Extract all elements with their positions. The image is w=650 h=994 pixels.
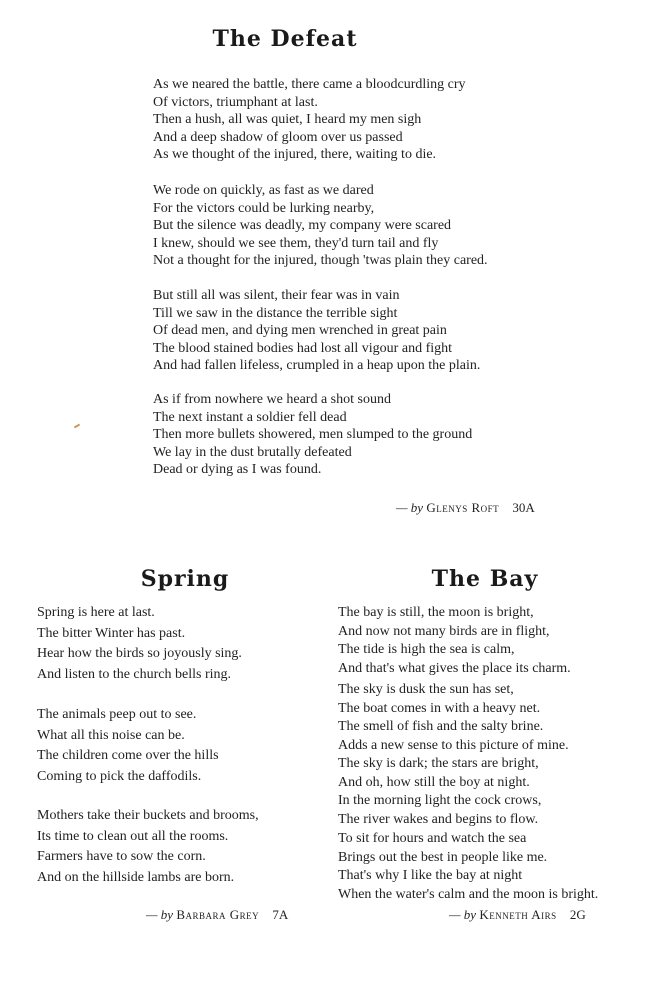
defeat-byline [396,500,535,516]
poem-line: The sky is dark; the stars are bright, [338,756,539,771]
poem-line: Of victors, triumphant at last. [153,94,318,110]
poem-line: The blood stained bodies had lost all vigour and fight [153,340,453,356]
poem-line: For the victors could be lurking nearby, [153,200,375,216]
poem-line: Of dead men, and dying men wrenched in great pain [153,323,447,339]
byline-class: 2G [569,907,586,922]
poem-line: As we thought of the injured, there, waiting to die. [153,147,437,163]
byline-author: Barbara Grey [176,907,260,922]
defeat-stanza-3 [153,287,480,375]
poem-line: The sky is dusk the sun has set, [338,682,514,697]
poem-line: I knew, should we see them, they'd turn tail and fly [153,235,439,251]
poem-line: But the silence was deadly, my company were scared [153,218,452,234]
poem-line: We rode on quickly, as fast as we dared [153,183,374,198]
poem-line: The boat comes in with a heavy net. [338,700,541,716]
spring-stanza-2 [37,705,219,787]
poem-line: In the morning light the cock crows, [338,793,542,808]
poem-line: Not a thought for the injured, though 'twas plain they cared. [153,253,488,269]
poem-line: And on the hillside lambs are born. [37,869,235,885]
poem-line: Till we saw in the distance the terrible sight [153,305,398,321]
poem-line: Brings out the best in people like me. [338,849,548,865]
bay-title: The Bay [431,566,539,592]
poem-line: Dead or dying as I was found. [153,462,322,478]
byline-prefix: — by [449,907,477,922]
poem-line: As we neared the battle, there came a bloodcurdling cry [153,77,466,92]
poem-line: But still all was silent, their fear was in vain [153,288,400,303]
byline-prefix: — by [396,500,424,515]
poem-line: When the water's calm and the moon is bright. [338,886,599,902]
bay-byline [449,907,586,923]
bay-stanza-1 [338,604,571,678]
byline-author: Glenys Roft [426,500,500,515]
byline-class: 7A [272,907,289,922]
poem-line: Mothers take their buckets and brooms, [37,808,259,823]
poem-line: The smell of fish and the salty brine. [338,719,544,734]
byline-author: Kenneth Airs [479,907,557,922]
byline-prefix: — by [146,907,174,922]
poem-line: Then a hush, all was quiet, I heard my men sigh [153,112,422,128]
poem-line: Farmers have to sow the corn. [37,849,206,864]
spring-byline [146,907,288,923]
poem-line: And now not many birds are in flight, [338,623,550,639]
poem-line: And had fallen lifeless, crumpled in a heap upon the plain. [153,358,481,374]
defeat-stanza-1 [153,76,466,164]
poem-line: Spring is here at last. [37,605,155,620]
pencil-mark [74,424,80,429]
spring-stanza-1 [37,603,242,685]
poem-line: That's why I like the bay at night [338,868,523,883]
poem-line: And that's what gives the place its charm. [338,660,571,676]
poem-line: The tide is high the sea is calm, [338,642,515,657]
defeat-stanza-2 [153,182,488,270]
spring-title: Spring [140,566,230,592]
bay-stanza-2 [338,681,569,755]
poem-line: The children come over the hills [37,748,219,763]
poem-line: What all this noise can be. [37,727,185,743]
poem-line: Then more bullets showered, men slumped to the ground [153,427,473,443]
poem-line: As if from nowhere we heard a shot sound [153,392,391,407]
poem-line: And listen to the church bells ring. [37,666,232,682]
poem-line: The next instant a soldier fell dead [153,409,347,425]
poem-line: Coming to pick the daffodils. [37,768,202,784]
defeat-stanza-4 [153,391,472,479]
poem-line: The animals peep out to see. [37,707,197,722]
byline-class: 30A [512,500,535,515]
poem-line: The bitter Winter has past. [37,625,186,641]
poem-line: The bay is still, the moon is bright, [338,605,534,620]
bay-stanza-3 [338,755,541,829]
bay-stanza-4 [338,830,598,904]
poem-line: Hear how the birds so joyously sing. [37,646,242,661]
poem-line: To sit for hours and watch the sea [338,831,527,846]
poem-line: And oh, how still the boy at night. [338,774,530,790]
poem-line: The river wakes and begins to flow. [338,811,539,827]
poem-line: And a deep shadow of gloom over us passed [153,129,403,145]
poem-line: Adds a new sense to this picture of mine. [338,737,569,753]
defeat-title: The Defeat [212,26,358,52]
poem-line: We lay in the dust brutally defeated [153,444,352,460]
poem-line: Its time to clean out all the rooms. [37,828,229,844]
spring-stanza-3 [37,806,259,888]
